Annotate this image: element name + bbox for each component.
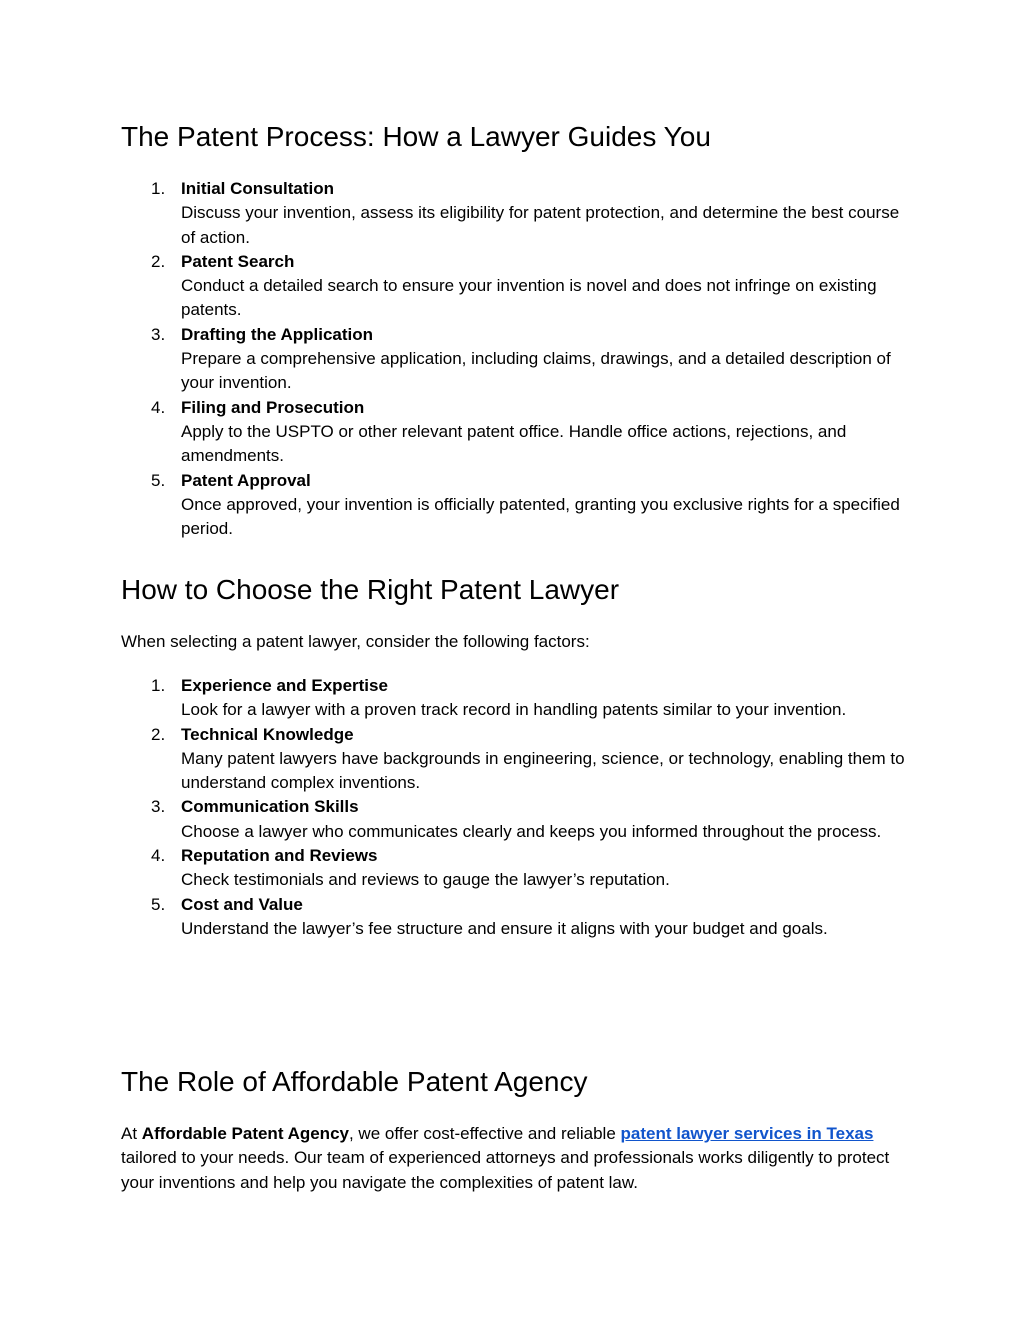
list-item-title: Communication Skills [181, 797, 359, 817]
patent-process-steps-list [121, 177, 911, 541]
patent-lawyer-services-link[interactable]: patent lawyer services in Texas [620, 1124, 874, 1143]
agency-name: Affordable Patent Agency [141, 1124, 349, 1143]
list-item-title: Experience and Expertise [181, 676, 388, 695]
list-item-number: 3. [151, 324, 166, 344]
list-item-description: Understand the lawyer’s fee structure and ensure it aligns with your budget and goals. [181, 918, 828, 938]
list-item [121, 844, 911, 893]
heading-agency-role: The Role of Affordable Patent Agency [121, 1066, 588, 1097]
list-item-number: 2. [151, 724, 166, 744]
list-item-description: Many patent lawyers have backgrounds in engineering, science, or technology, enabling them to understand complex inventions. [181, 748, 905, 793]
agency-text-after: tailored to your needs. Our team of experienced attorneys and professionals works diligently to protect your inventions and help you navigate the complexities of patent law. [121, 1148, 890, 1192]
list-item [121, 250, 911, 323]
list-item-title: Cost and Value [181, 894, 303, 914]
list-item-title: Initial Consultation [181, 179, 334, 198]
list-item-description: Check testimonials and reviews to gauge the lawyer’s reputation. [181, 870, 670, 890]
list-item-number: 4. [151, 397, 166, 417]
list-item-description: Apply to the USPTO or other relevant patent office. Handle office actions, rejections, and amendments. [181, 421, 847, 466]
list-item-number: 1. [151, 179, 166, 198]
list-item-description: Look for a lawyer with a proven track record in handling patents similar to your invention. [181, 700, 847, 720]
list-item-number: 2. [151, 251, 166, 271]
list-item-title: Drafting the Application [181, 324, 374, 344]
list-item-number: 5. [151, 894, 166, 914]
list-item [121, 396, 911, 469]
list-item [121, 723, 911, 796]
heading-patent-process: The Patent Process: How a Lawyer Guides You [121, 121, 711, 152]
list-item-title: Patent Search [181, 251, 295, 271]
heading-choose-lawyer: How to Choose the Right Patent Lawyer [121, 574, 620, 605]
list-item-title: Reputation and Reviews [181, 846, 378, 866]
list-item-number: 3. [151, 797, 166, 817]
list-item [121, 469, 911, 542]
list-item-title: Patent Approval [181, 470, 311, 490]
list-item-title: Technical Knowledge [181, 724, 354, 744]
agency-text-middle: , we offer cost-effective and reliable [348, 1124, 621, 1143]
list-item-number: 5. [151, 470, 166, 490]
list-item [121, 177, 911, 250]
agency-paragraph [121, 1122, 901, 1195]
list-item-number: 4. [151, 846, 166, 866]
lawyer-factors-list [121, 674, 911, 941]
list-item-number: 1. [151, 676, 166, 695]
list-item [121, 893, 911, 942]
list-item-description: Choose a lawyer who communicates clearly and keeps you informed throughout the process. [181, 821, 882, 841]
list-item-description: Discuss your invention, assess its eligibility for patent protection, and determine the best course of action. [181, 203, 900, 247]
list-item-description: Conduct a detailed search to ensure your invention is novel and does not infringe on existing patents. [181, 276, 877, 320]
list-item [121, 323, 911, 396]
agency-text-before: At [121, 1124, 142, 1143]
choose-intro-paragraph: When selecting a patent lawyer, consider the following factors: [121, 632, 590, 651]
list-item-description: Prepare a comprehensive application, including claims, drawings, and a detailed description of your invention. [181, 349, 891, 393]
list-item-description: Once approved, your invention is officially patented, granting you exclusive rights for a specified period. [181, 494, 900, 539]
list-item [121, 674, 911, 723]
list-item-title: Filing and Prosecution [181, 397, 365, 417]
list-item [121, 795, 911, 844]
